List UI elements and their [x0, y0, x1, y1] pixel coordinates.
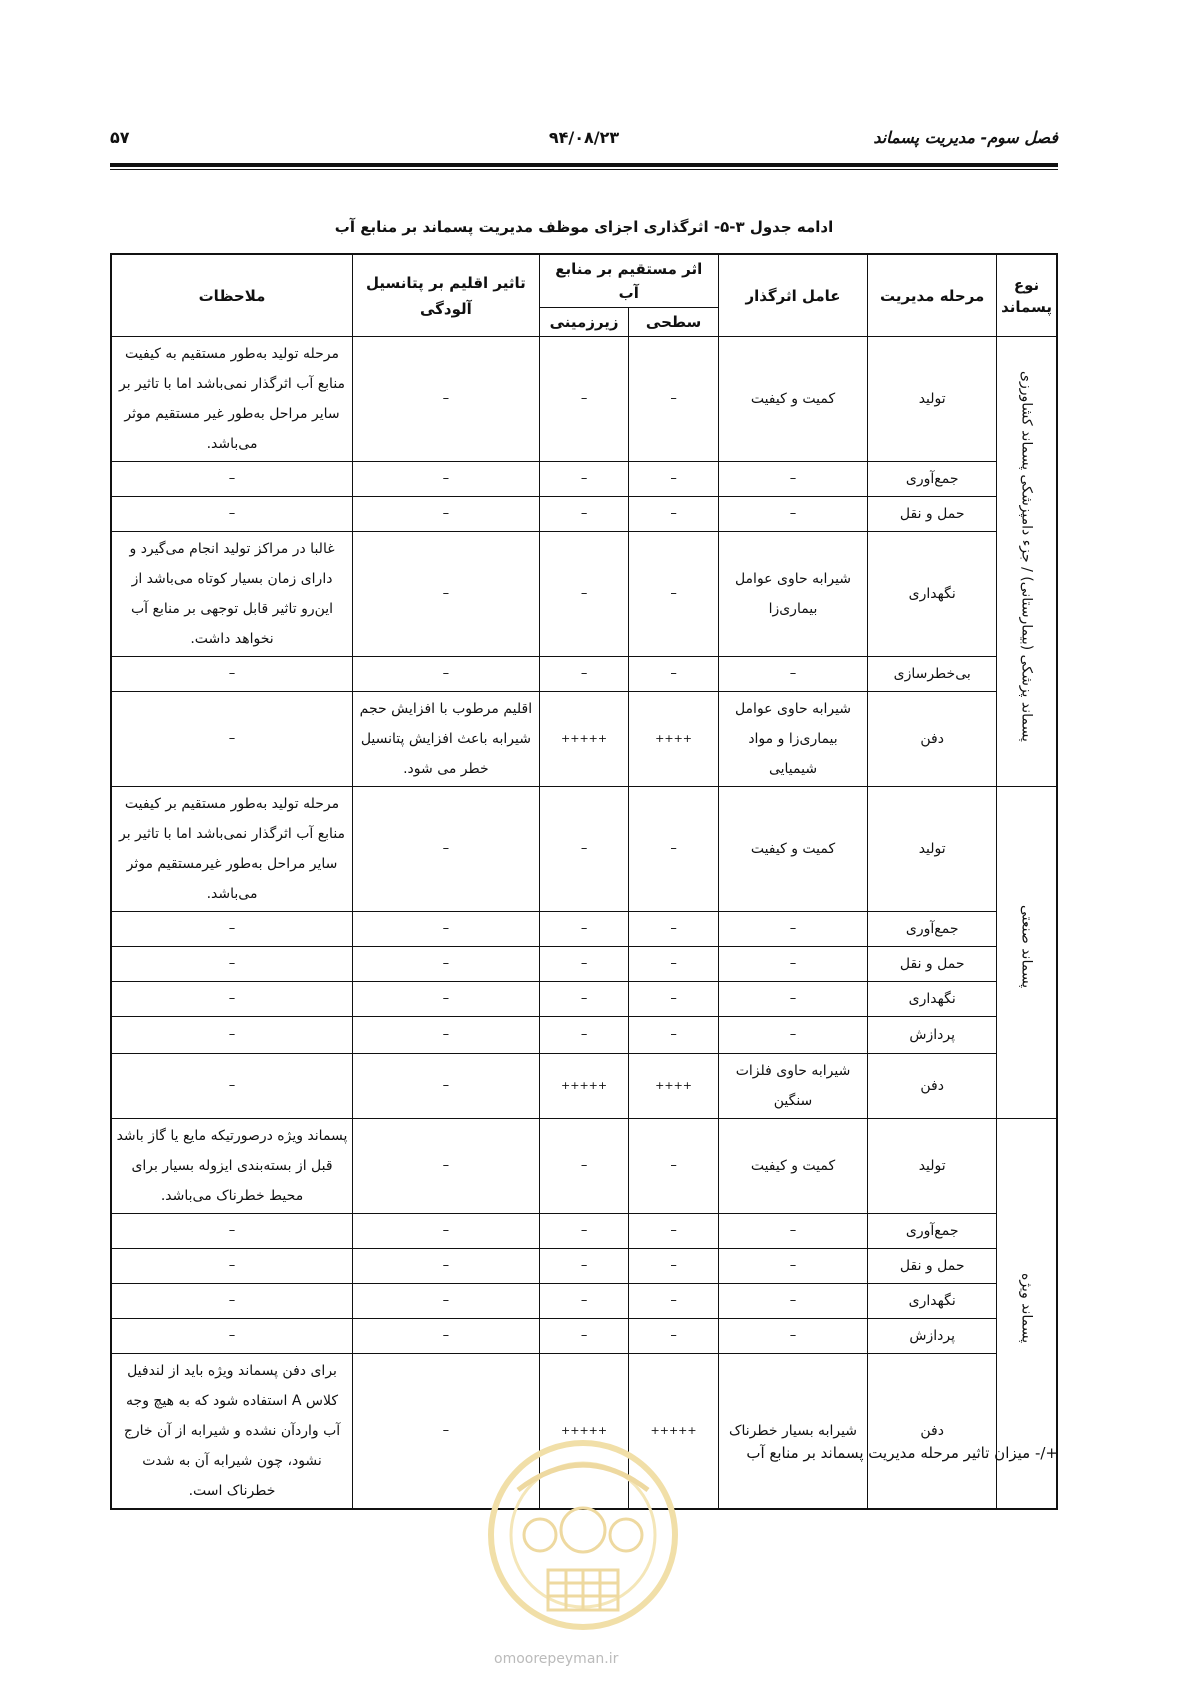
table-row: [111, 337, 1057, 462]
remarks-cell: –: [111, 462, 353, 497]
climate-cell: –: [353, 337, 540, 462]
stage-cell: حمل و نقل: [868, 1249, 997, 1284]
climate-cell: –: [353, 657, 540, 692]
climate-cell: –: [353, 1017, 540, 1054]
table-row: [111, 947, 1057, 982]
stage-cell: دفن: [868, 692, 997, 787]
ground-effect-cell: +++++: [539, 1354, 629, 1510]
watermark-seal-icon: [478, 1420, 688, 1640]
surface-effect-cell: –: [629, 1249, 718, 1284]
surface-effect-cell: –: [629, 462, 718, 497]
climate-cell: –: [353, 1354, 540, 1510]
agent-cell: –: [718, 1017, 868, 1054]
col-direct: اثر مستقیم بر منابع آب: [539, 254, 718, 308]
table-row: [111, 692, 1057, 787]
surface-effect-cell: –: [629, 657, 718, 692]
remarks-cell: –: [111, 982, 353, 1017]
header-row-1: [111, 254, 1057, 308]
remarks-cell: –: [111, 1284, 353, 1319]
remarks-cell: –: [111, 1214, 353, 1249]
climate-cell: –: [353, 912, 540, 947]
remarks-cell: –: [111, 1249, 353, 1284]
col-climate: تاثیر اقلیم بر پتانسیل آلودگی: [353, 254, 540, 337]
remarks-cell: –: [111, 947, 353, 982]
surface-effect-cell: –: [629, 1119, 718, 1214]
ground-effect-cell: –: [539, 1249, 629, 1284]
climate-cell: اقلیم مرطوب با افزایش حجم شیرابه باعث افزایش پتانسیل خطر می شود.: [353, 692, 540, 787]
climate-cell: –: [353, 532, 540, 657]
table-caption: ادامه جدول ۳-۵- اثرگذاری اجزای موظف مدیریت پسماند بر منابع آب: [334, 218, 834, 236]
chapter-title: فصل سوم- مدیریت پسماند: [873, 128, 1058, 147]
agent-cell: شیرابه حاوی عوامل بیماری‌زا: [718, 532, 868, 657]
ground-effect-cell: –: [539, 787, 629, 912]
table-row: [111, 1119, 1057, 1214]
agent-cell: کمیت و کیفیت: [718, 337, 868, 462]
stage-cell: تولید: [868, 787, 997, 912]
stage-cell: جمع‌آوری: [868, 1214, 997, 1249]
climate-cell: –: [353, 982, 540, 1017]
agent-cell: –: [718, 912, 868, 947]
table-body: [111, 337, 1057, 1510]
col-surface: سطحی: [629, 308, 718, 337]
page-header: [110, 128, 1058, 158]
climate-cell: –: [353, 1249, 540, 1284]
ground-effect-cell: +++++: [539, 692, 629, 787]
surface-effect-cell: –: [629, 982, 718, 1017]
impact-table: [110, 253, 1058, 1510]
agent-cell: کمیت و کیفیت: [718, 787, 868, 912]
ground-effect-cell: –: [539, 912, 629, 947]
surface-effect-cell: –: [629, 947, 718, 982]
agent-cell: –: [718, 1319, 868, 1354]
table-row: [111, 912, 1057, 947]
stage-cell: تولید: [868, 337, 997, 462]
climate-cell: –: [353, 1119, 540, 1214]
stage-cell: حمل و نقل: [868, 947, 997, 982]
agent-cell: –: [718, 982, 868, 1017]
header-rule-thick: [110, 163, 1058, 167]
climate-cell: –: [353, 1054, 540, 1119]
table-row: [111, 1319, 1057, 1354]
watermark-site: omoorepeyman.ir: [494, 1651, 619, 1667]
stage-cell: حمل و نقل: [868, 497, 997, 532]
col-remarks: ملاحظات: [111, 254, 353, 337]
col-ground: زیرزمینی: [539, 308, 629, 337]
agent-cell: –: [718, 1249, 868, 1284]
stage-cell: جمع‌آوری: [868, 462, 997, 497]
stage-cell: دفن: [868, 1354, 997, 1510]
ground-effect-cell: +++++: [539, 1054, 629, 1119]
ground-effect-cell: –: [539, 462, 629, 497]
table-row: [111, 1284, 1057, 1319]
agent-cell: –: [718, 657, 868, 692]
agent-cell: شیرابه بسیار خطرناک: [718, 1354, 868, 1510]
table-row: [111, 1054, 1057, 1119]
ground-effect-cell: –: [539, 982, 629, 1017]
surface-effect-cell: –: [629, 787, 718, 912]
climate-cell: –: [353, 1284, 540, 1319]
remarks-cell: –: [111, 692, 353, 787]
waste-type-label: پسماند ویژه: [1018, 1272, 1035, 1344]
table-row: [111, 462, 1057, 497]
ground-effect-cell: –: [539, 497, 629, 532]
footnote: +/- میزان تاثیر مرحله مدیریت پسماند بر منابع آب: [746, 1444, 1058, 1462]
remarks-cell: پسماند ویژه درصورتیکه مایع یا گاز باشد قبل از بسته‌بندی ایزوله بسیار برای محیط خطرناک می‌باشد.: [111, 1119, 353, 1214]
header-rule-thin: [110, 169, 1058, 170]
table-row: [111, 787, 1057, 912]
agent-cell: –: [718, 947, 868, 982]
climate-cell: –: [353, 947, 540, 982]
col-type: نوع پسماند: [997, 254, 1057, 337]
table-row: [111, 657, 1057, 692]
agent-cell: –: [718, 1214, 868, 1249]
agent-cell: –: [718, 1284, 868, 1319]
waste-type-cell: [997, 337, 1057, 787]
surface-effect-cell: –: [629, 337, 718, 462]
waste-type-label: پسماند پزشکی (بیمارستانی) / جزء دامپزشکی پسماند کشاورزی: [1018, 370, 1035, 742]
agent-cell: شیرابه حاوی عوامل بیماری‌زا و مواد شیمیایی: [718, 692, 868, 787]
stage-cell: بی‌خطرسازی: [868, 657, 997, 692]
surface-effect-cell: –: [629, 1214, 718, 1249]
remarks-cell: برای دفن پسماند ویژه باید از لندفیل کلاس A استفاده شود که به هیچ وجه آب واردآن نشده و شیرابه از آن خارج نشود، چون شیرابه آن به شدت خطرناک است.: [111, 1354, 353, 1510]
table-row: [111, 1249, 1057, 1284]
surface-effect-cell: +++++: [629, 1354, 718, 1510]
col-stage: مرحله مدیریت: [868, 254, 997, 337]
ground-effect-cell: –: [539, 1284, 629, 1319]
agent-cell: شیرابه حاوی فلزات سنگین: [718, 1054, 868, 1119]
remarks-cell: –: [111, 912, 353, 947]
stage-cell: پردازش: [868, 1017, 997, 1054]
ground-effect-cell: –: [539, 337, 629, 462]
remarks-cell: –: [111, 1054, 353, 1119]
header-date: ۹۴/۰۸/۲۳: [548, 128, 620, 147]
climate-cell: –: [353, 462, 540, 497]
ground-effect-cell: –: [539, 1119, 629, 1214]
stage-cell: نگهداری: [868, 1284, 997, 1319]
remarks-cell: مرحله تولید به‌طور مستقیم به کیفیت منابع آب اثرگذار نمی‌باشد اما با تاثیر بر سایر مراحل به‌طور غیر مستقیم موثر می‌باشد.: [111, 337, 353, 462]
table-row: [111, 1214, 1057, 1249]
remarks-cell: مرحله تولید به‌طور مستقیم بر کیفیت منابع آب اثرگذار نمی‌باشد اما با تاثیر بر سایر مراحل به‌طور غیرمستقیم موثر می‌باشد.: [111, 787, 353, 912]
surface-effect-cell: ++++: [629, 692, 718, 787]
agent-cell: –: [718, 462, 868, 497]
ground-effect-cell: –: [539, 1017, 629, 1054]
climate-cell: –: [353, 497, 540, 532]
stage-cell: تولید: [868, 1119, 997, 1214]
remarks-cell: –: [111, 657, 353, 692]
stage-cell: نگهداری: [868, 982, 997, 1017]
col-agent: عامل اثرگذار: [718, 254, 868, 337]
stage-cell: دفن: [868, 1054, 997, 1119]
surface-effect-cell: –: [629, 1284, 718, 1319]
remarks-cell: –: [111, 1319, 353, 1354]
remarks-cell: –: [111, 1017, 353, 1054]
waste-type-cell: [997, 787, 1057, 1119]
ground-effect-cell: –: [539, 532, 629, 657]
surface-effect-cell: –: [629, 497, 718, 532]
table-row: [111, 982, 1057, 1017]
climate-cell: –: [353, 1214, 540, 1249]
ground-effect-cell: –: [539, 1214, 629, 1249]
agent-cell: کمیت و کیفیت: [718, 1119, 868, 1214]
climate-cell: –: [353, 1319, 540, 1354]
table-row: [111, 1017, 1057, 1054]
remarks-cell: غالبا در مراکز تولید انجام می‌گیرد و دارای زمان بسیار کوتاه می‌باشد از این‌رو تاثیر قابل توجهی بر منابع آب نخواهد داشت.: [111, 532, 353, 657]
surface-effect-cell: –: [629, 912, 718, 947]
page-number: ۵۷: [110, 128, 130, 147]
stage-cell: جمع‌آوری: [868, 912, 997, 947]
table-row: [111, 497, 1057, 532]
ground-effect-cell: –: [539, 947, 629, 982]
surface-effect-cell: –: [629, 1017, 718, 1054]
surface-effect-cell: –: [629, 1319, 718, 1354]
stage-cell: پردازش: [868, 1319, 997, 1354]
remarks-cell: –: [111, 497, 353, 532]
stage-cell: نگهداری: [868, 532, 997, 657]
waste-type-label: پسماند صنعتی: [1018, 905, 1035, 989]
ground-effect-cell: –: [539, 657, 629, 692]
ground-effect-cell: –: [539, 1319, 629, 1354]
surface-effect-cell: ++++: [629, 1054, 718, 1119]
climate-cell: –: [353, 787, 540, 912]
table-row: [111, 532, 1057, 657]
agent-cell: –: [718, 497, 868, 532]
surface-effect-cell: –: [629, 532, 718, 657]
